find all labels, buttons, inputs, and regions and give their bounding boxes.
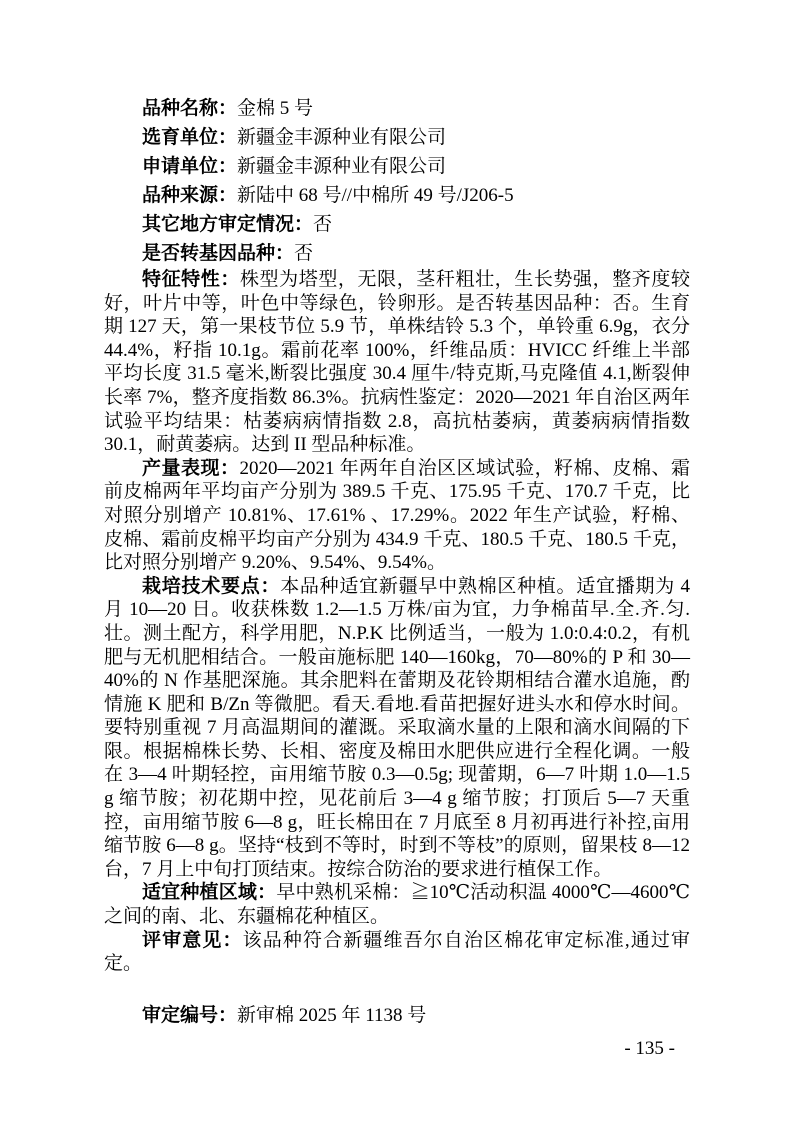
paragraph-suitable-planting-area-label: 适宜种植区域：: [142, 882, 277, 904]
field-variety-name-value: 金棉 5 号: [237, 98, 314, 119]
field-transgenic-status-value: 否: [294, 243, 314, 264]
field-other-approval-status-value: 否: [313, 214, 333, 235]
field-applicant-unit: [104, 152, 690, 181]
paragraph-review-opinion-text: 该品种符合新疆维吾尔自治区棉花审定标准,通过审定。: [104, 929, 690, 975]
field-breeding-unit-label: 选育单位：: [142, 127, 238, 148]
field-variety-origin-value: 新陆中 68 号//中棉所 49 号/J206-5: [237, 185, 514, 206]
field-variety-origin: [104, 181, 690, 210]
field-transgenic-status-label: 是否转基因品种：: [142, 243, 295, 264]
document-body: [104, 94, 690, 1030]
paragraph-yield-performance-text: 2020—2021 年两年自治区区域试验，籽棉、皮棉、霜前皮棉两年平均亩产分别为 389.5 千克、175.95 千克、170.7 千克，比对照分别增产 10.81%、17.61% 、17.29%。2022 年生产试验，籽棉、皮棉、霜前皮棉平均亩产分别为 434.9 千克、180.5 千克、180.5 千克，比对照分别增产 9.20%、9.54%、9.54%。: [104, 457, 690, 574]
paragraph-suitable-planting-area-text: 早中熟机采棉：≧10℃活动积温 4000℃—4600℃之间的南、北、东疆棉花种植区。: [104, 882, 690, 928]
paragraph-review-opinion-label: 评审意见：: [142, 929, 243, 951]
approval-number-value: 新审棉 2025 年 1138 号: [237, 1004, 427, 1026]
approval-number-line: [104, 1001, 690, 1030]
paragraph-yield-performance: [104, 457, 690, 575]
paragraph-suitable-planting-area: [104, 881, 690, 928]
field-transgenic-status: [104, 239, 690, 268]
paragraph-review-opinion: [104, 929, 690, 976]
approval-number-label: 审定编号：: [142, 1004, 238, 1026]
paragraph-characteristics-label: 特征特性：: [142, 269, 240, 290]
paragraph-yield-performance-label: 产量表现：: [142, 457, 240, 479]
field-breeding-unit-value: 新疆金丰源种业有限公司: [237, 127, 447, 148]
page-number: - 135 -: [624, 1038, 675, 1059]
field-variety-name-label: 品种名称：: [142, 98, 238, 119]
paragraph-characteristics-text: 株型为塔型，无限，茎秆粗壮，生长势强，整齐度较好，叶片中等，叶色中等绿色，铃卵形。是否转基因品种：否。生育期 127 天，第一果枝节位 5.9 节，单株结铃 5.3 个，单铃重 6.9g，衣分 44.4%，籽指 10.1g。霜前花率 100%，纤维品质：HVICC 纤维上半部平均长度 31.5 毫米,断裂比强度 30.4 厘牛/特克斯,马克隆值 4.1,断裂伸长率 7%，整齐度指数 86.3%。抗病性鉴定：2020—2021 年自治区两年试验平均结果：枯萎病病情指数 2.8，高抗枯萎病，黄萎病病情指数 30.1，耐黄萎病。达到 II 型品种标准。: [104, 269, 690, 456]
paragraph-characteristics: [104, 268, 690, 457]
field-variety-name: [104, 94, 690, 123]
field-applicant-unit-value: 新疆金丰源种业有限公司: [237, 156, 447, 177]
paragraph-cultivation-techniques: [104, 575, 690, 882]
field-applicant-unit-label: 申请单位：: [142, 156, 238, 177]
variety-description-paragraphs: [104, 268, 690, 976]
field-breeding-unit: [104, 123, 690, 152]
field-other-approval-status-label: 其它地方审定情况：: [142, 214, 314, 235]
paragraph-cultivation-techniques-label: 栽培技术要点：: [142, 575, 281, 597]
field-variety-origin-label: 品种来源：: [142, 185, 238, 206]
paragraph-cultivation-techniques-text: 本品种适宜新疆早中熟棉区种植。适宜播期为 4 月 10—20 日。收获株数 1.2—1.5 万株/亩为宜，力争棉苗早.全.齐.匀.壮。测土配方，科学用肥，N.P.K 比例适当，一般为 1.0:0.4:0.2，有机肥与无机肥相结合。一般亩施标肥 140—160kg，70—80%的 P 和 30—40%的 N 作基肥深施。其余肥料在蕾期及花铃期相结合灌水追施，酌情施 K 肥和 B/Zn 等微肥。看天.看地.看苗把握好进头水和停水时间。要特别重视 7 月高温期间的灌溉。采取滴水量的上限和滴水间隔的下限。根据棉株长势、长相、密度及棉田水肥供应进行全程化调。一般在 3—4 叶期轻控，亩用缩节胺 0.3—0.5g; 现蕾期，6—7 叶期 1.0—1.5 g 缩节胺；初花期中控，见花前后 3—4 g 缩节胺；打顶后 5—7 天重控，亩用缩节胺 6—8 g，旺长棉田在 7 月底至 8 月初再进行补控,亩用缩节胺 6—8 g。坚持“枝到不等时，时到不等枝”的原则，留果枝 8—12 台，7 月上中旬打顶结束。按综合防治的要求进行植保工作。: [104, 575, 690, 880]
variety-info-fields: [104, 94, 690, 268]
field-other-approval-status: [104, 210, 690, 239]
